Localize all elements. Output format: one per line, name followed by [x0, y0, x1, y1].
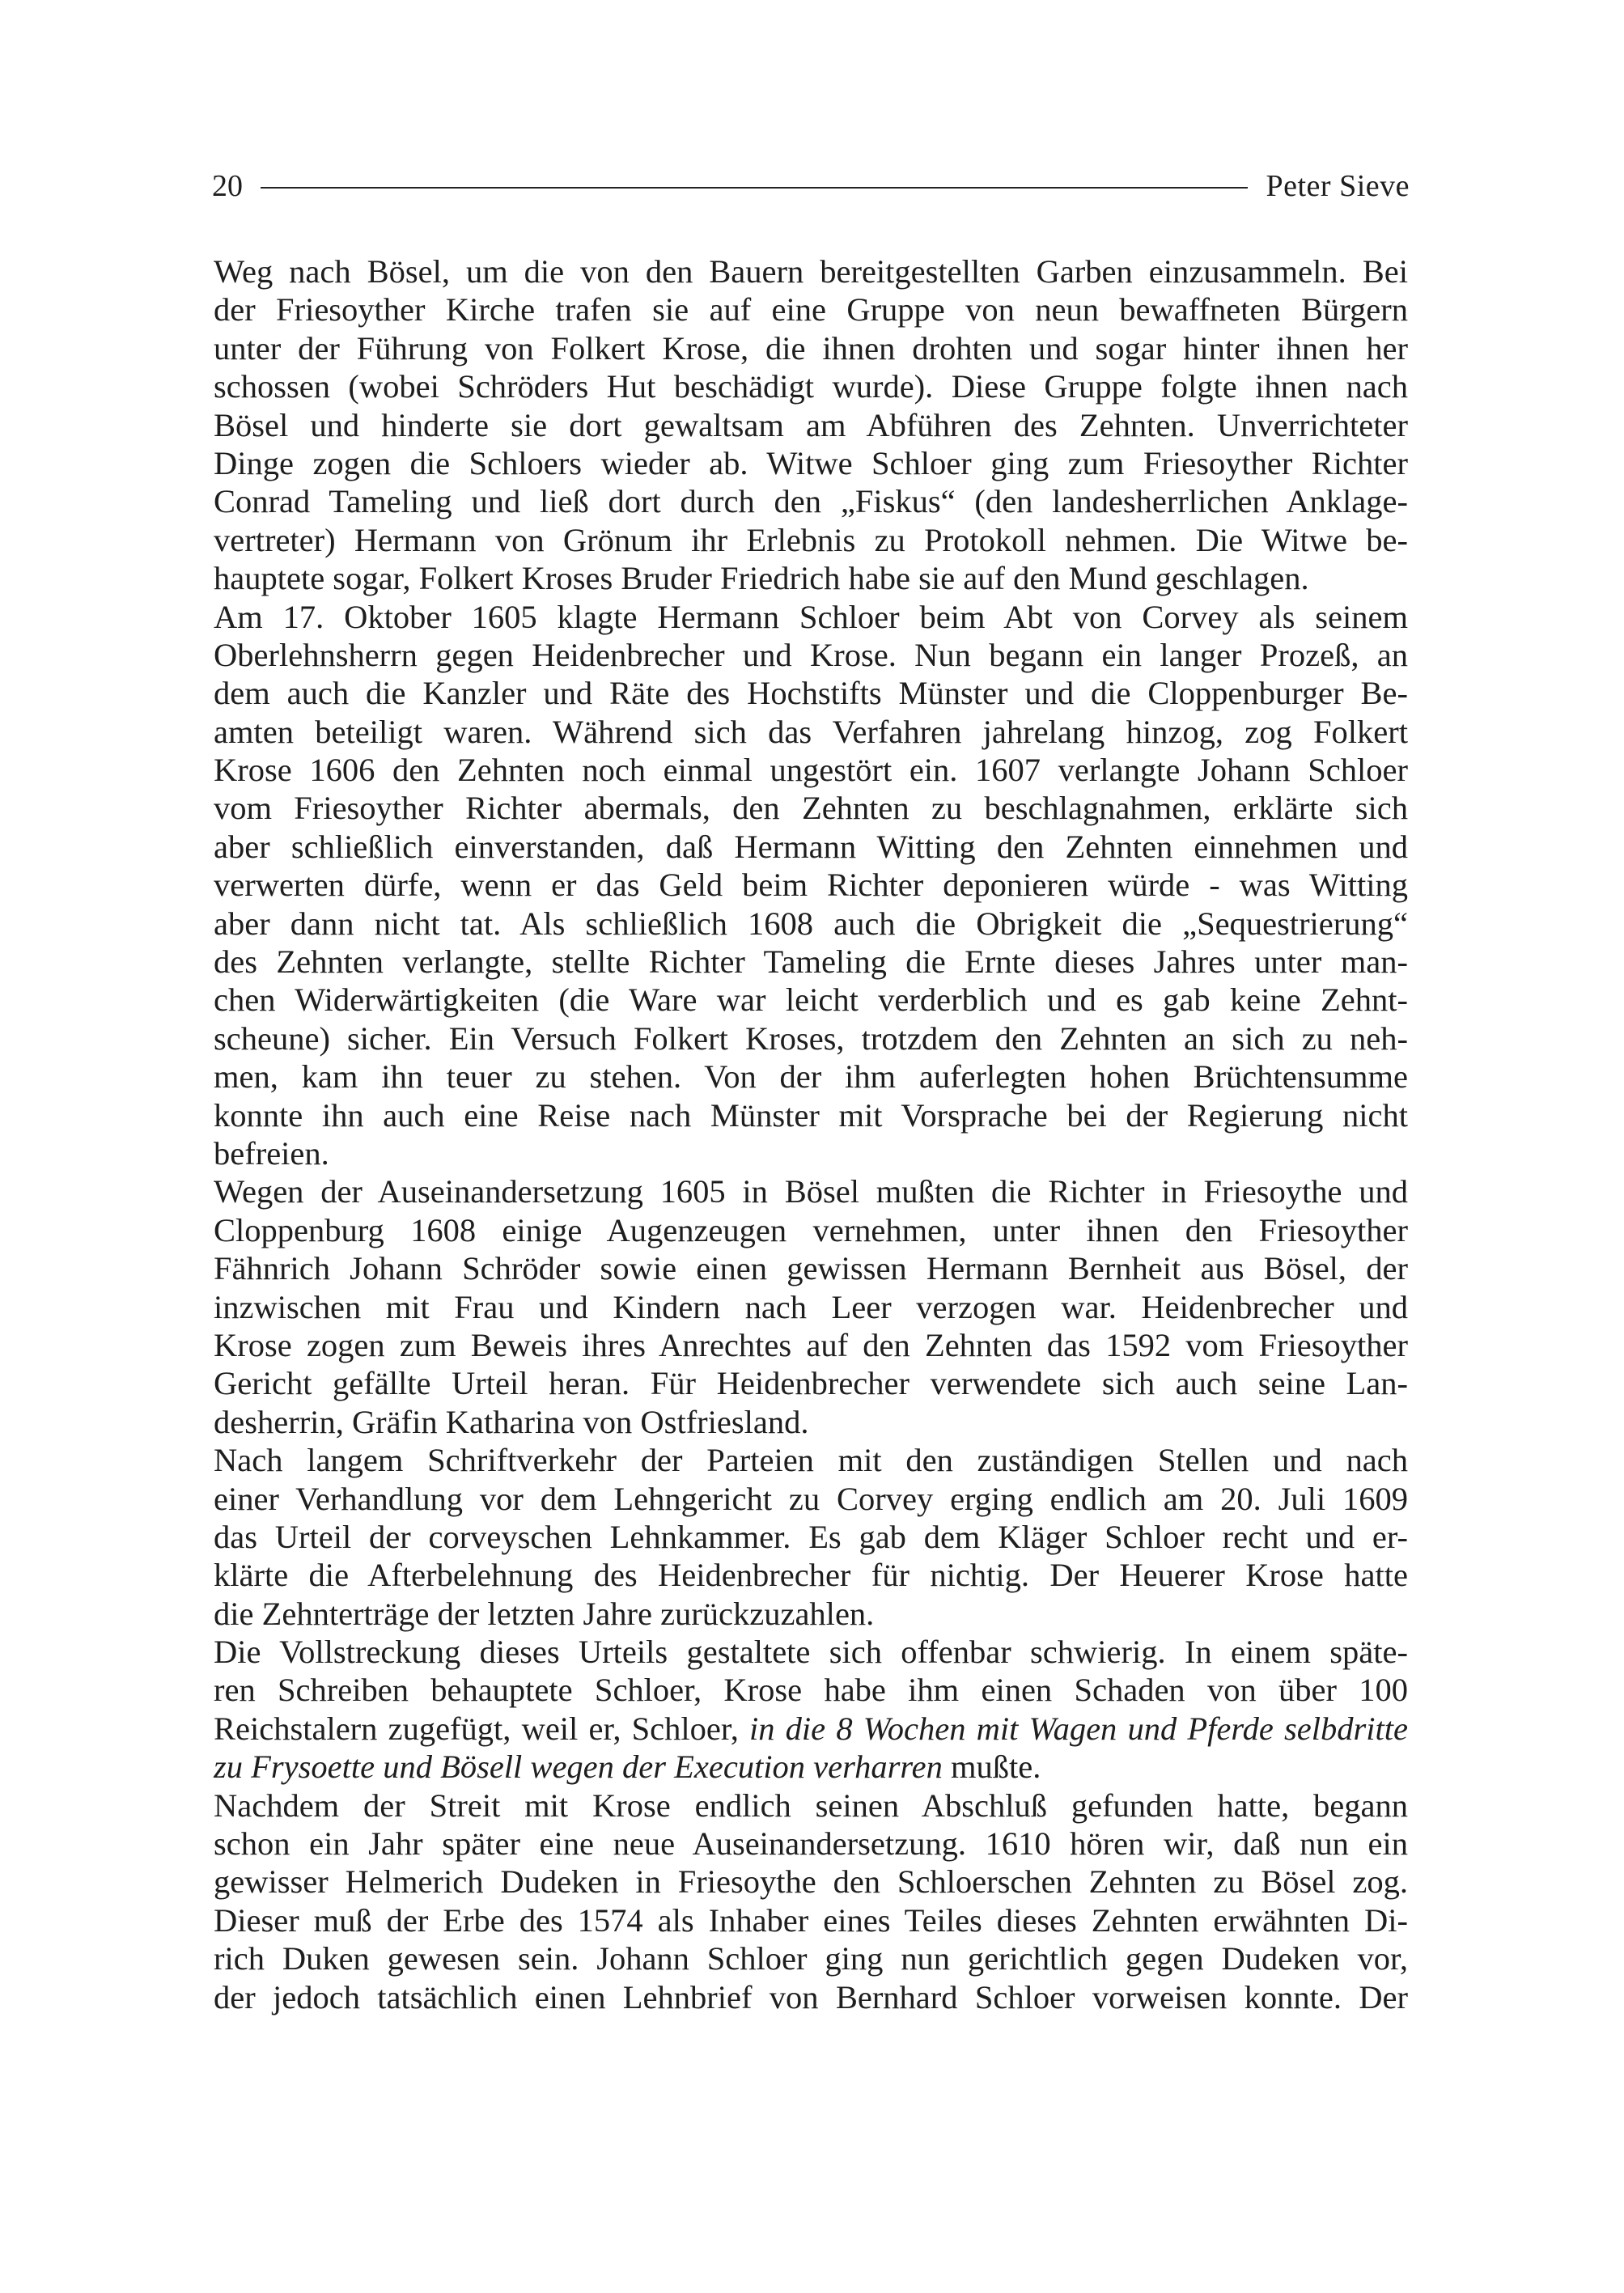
text-line — [214, 828, 1408, 866]
text-line — [214, 866, 1408, 904]
text-line — [214, 1096, 1408, 1134]
line-text: Nach langem Schriftverkehr der Parteien mit den zuständigen Stellen und nach — [214, 1442, 1408, 1479]
text-line — [214, 1901, 1408, 1939]
line-text: schon ein Jahr später eine neue Auseinandersetzung. 1610 hören wir, daß nun ein — [214, 1825, 1408, 1863]
line-text: schossen (wobei Schröders Hut beschädigt wurde). Diese Gruppe folgte ihnen nach — [214, 368, 1408, 405]
text-line — [214, 1480, 1408, 1518]
line-text: vertreter) Hermann von Grönum ihr Erlebnis zu Protokoll nehmen. Die Witwe be- — [214, 521, 1408, 558]
line-text: Krose zogen zum Beweis ihres Anrechtes auf den Zehnten das 1592 vom Friesoyther — [214, 1326, 1408, 1363]
text-line — [214, 1787, 1408, 1825]
text-line — [214, 1403, 1408, 1441]
text-line — [214, 1172, 1408, 1210]
text-line — [214, 1134, 1408, 1172]
line-text: Nachdem der Streit mit Krose endlich seinen Abschluß gefunden hatte, begann — [214, 1787, 1408, 1824]
line-text: rich Duken gewesen sein. Johann Schloer ging nun gerichtlich gegen Dudeken vor, — [214, 1940, 1408, 1977]
text-line — [214, 1211, 1408, 1249]
line-text: gewisser Helmerich Dudeken in Friesoythe den Schloerschen Zehnten zu Bösel zog. — [214, 1863, 1408, 1901]
line-text: klärte die Afterbelehnung des Heidenbrecher für nichtig. Der Heuerer Krose hatte — [214, 1557, 1408, 1594]
text-line — [214, 1595, 1408, 1633]
text-line — [214, 674, 1408, 712]
line-text: vom Friesoyther Richter abermals, den Zehnten zu beschlagnahmen, erklärte sich — [214, 790, 1408, 827]
text-line — [214, 482, 1408, 520]
line-text: verwerten dürfe, wenn er das Geld beim Richter deponieren würde - was Witting — [214, 867, 1408, 904]
header-rule — [261, 187, 1248, 189]
line-text: die Zehnterträge der letzten Jahre zurückzuzahlen. — [214, 1595, 875, 1632]
text-line — [214, 1863, 1408, 1901]
text-line — [214, 1939, 1408, 1977]
line-text: chen Widerwärtigkeiten (die Ware war leicht verderblich und es gab keine Zehnt- — [214, 981, 1408, 1019]
line-text: Oberlehnsherrn gegen Heidenbrecher und Krose. Nun begann ein langer Prozeß, an — [214, 636, 1408, 673]
text-line — [214, 1633, 1408, 1671]
line-text: desherrin, Gräfin Katharina von Ostfriesland. — [214, 1403, 809, 1440]
text-line — [214, 943, 1408, 981]
text-line — [214, 789, 1408, 827]
line-text: amten beteiligt waren. Während sich das Verfahren jahrelang hinzog, zog Folkert — [214, 713, 1408, 750]
line-text: dem auch die Kanzler und Räte des Hochstifts Münster und die Cloppenburger Be- — [214, 675, 1408, 712]
text-line — [214, 598, 1408, 636]
text-line — [214, 1556, 1408, 1594]
text-line — [214, 444, 1408, 482]
running-header — [212, 160, 1410, 212]
text-line — [214, 329, 1408, 367]
line-text: Dinge zogen die Schloers wieder ab. Witwe Schloer ging zum Friesoyther Richter — [214, 444, 1408, 481]
text-line — [214, 905, 1408, 943]
line-text: Conrad Tameling und ließ dort durch den „Fiskus“ (den landesherrlichen Anklage- — [214, 483, 1408, 520]
line-text: ren Schreiben behauptete Schloer, Krose habe ihm einen Schaden von über 100 — [214, 1672, 1408, 1709]
text-line — [214, 290, 1408, 328]
line-text: Krose 1606 den Zehnten noch einmal ungestört ein. 1607 verlangte Johann Schloer — [214, 752, 1408, 789]
text-line — [214, 1518, 1408, 1556]
line-text: befreien. — [214, 1134, 329, 1172]
text-line — [214, 252, 1408, 290]
line-text: Fähnrich Johann Schröder sowie einen gewissen Hermann Bernheit aus Bösel, der — [214, 1250, 1408, 1287]
text-line — [214, 1441, 1408, 1479]
line-text: Gericht gefällte Urteil heran. Für Heidenbrecher verwendete sich auch seine Lan- — [214, 1365, 1408, 1402]
page-number: 20 — [212, 169, 243, 203]
text-line — [214, 367, 1408, 405]
line-text: hauptete sogar, Folkert Kroses Bruder Friedrich habe sie auf den Mund geschlagen. — [214, 560, 1309, 597]
text-line — [214, 1825, 1408, 1863]
line-text: einer Verhandlung vor dem Lehngericht zu Corvey erging endlich am 20. Juli 1609 — [214, 1480, 1408, 1517]
text-line — [214, 1326, 1408, 1364]
text-line — [214, 1710, 1408, 1748]
line-text: unter der Führung von Folkert Krose, die ihnen drohten und sogar hinter ihnen her — [214, 329, 1408, 367]
text-line — [214, 1671, 1408, 1709]
text-line — [214, 1019, 1408, 1057]
text-line — [214, 1978, 1408, 2016]
text-line — [214, 1288, 1408, 1326]
line-text: Die Vollstreckung dieses Urteils gestaltete sich offenbar schwierig. In einem späte- — [214, 1634, 1408, 1671]
line-text: Bösel und hinderte sie dort gewaltsam am Abführen des Zehnten. Unverrichteter — [214, 406, 1408, 443]
line-text: inzwischen mit Frau und Kindern nach Leer verzogen war. Heidenbrecher und — [214, 1288, 1408, 1325]
line-text: der jedoch tatsächlich einen Lehnbrief von Bernhard Schloer vorweisen konnte. Der — [214, 1978, 1408, 2015]
line-text-after: mußte. — [942, 1748, 1041, 1786]
text-line — [214, 1364, 1408, 1402]
line-text: Reichstalern zugefügt, weil er, Schloer, — [214, 1710, 739, 1747]
text-line — [214, 1057, 1408, 1096]
text-line — [214, 713, 1408, 751]
text-line — [214, 406, 1408, 444]
line-text: Cloppenburg 1608 einige Augenzeugen vernehmen, unter ihnen den Friesoyther — [214, 1211, 1408, 1248]
text-line — [214, 636, 1408, 674]
line-text: Am 17. Oktober 1605 klagte Hermann Schloer beim Abt von Corvey als seinem — [214, 598, 1408, 635]
line-text: Dieser muß der Erbe des 1574 als Inhaber eines Teiles dieses Zehnten erwähnten Di- — [214, 1901, 1408, 1939]
text-line — [214, 521, 1408, 559]
line-italic-text: zu Frysoette und Bösell wegen der Execution verharren — [214, 1748, 943, 1786]
line-text: aber schließlich einverstanden, daß Hermann Witting den Zehnten einnehmen und — [214, 828, 1408, 865]
line-text: der Friesoyther Kirche trafen sie auf eine Gruppe von neun bewaffneten Bürgern — [214, 291, 1408, 328]
line-text: des Zehnten verlangte, stellte Richter Tameling die Ernte dieses Jahres unter man- — [214, 943, 1408, 981]
line-text: aber dann nicht tat. Als schließlich 1608 auch die Obrigkeit die „Sequestrierung“ — [214, 905, 1408, 942]
line-text: konnte ihn auch eine Reise nach Münster mit Vorsprache bei der Regierung nicht — [214, 1096, 1408, 1134]
header-author: Peter Sieve — [1266, 169, 1410, 203]
text-line — [214, 751, 1408, 789]
text-line — [214, 981, 1408, 1019]
line-text: Wegen der Auseinandersetzung 1605 in Bösel mußten die Richter in Friesoythe und — [214, 1173, 1408, 1210]
line-text: das Urteil der corveyschen Lehnkammer. Es gab dem Kläger Schloer recht und er- — [214, 1518, 1408, 1555]
line-italic-text: in die 8 Wochen mit Wagen und Pferde selbdritte — [749, 1710, 1408, 1747]
text-line — [214, 559, 1408, 597]
text-line — [214, 1249, 1408, 1287]
line-text: scheune) sicher. Ein Versuch Folkert Kroses, trotzdem den Zehnten an sich zu neh- — [214, 1019, 1408, 1057]
line-text: Weg nach Bösel, um die von den Bauern bereitgestellten Garben einzusammeln. Bei — [214, 253, 1408, 290]
body-text — [214, 252, 1408, 2016]
text-line — [214, 1748, 1408, 1786]
line-text: men, kam ihn teuer zu stehen. Von der ihm auferlegten hohen Brüchtensumme — [214, 1058, 1408, 1096]
